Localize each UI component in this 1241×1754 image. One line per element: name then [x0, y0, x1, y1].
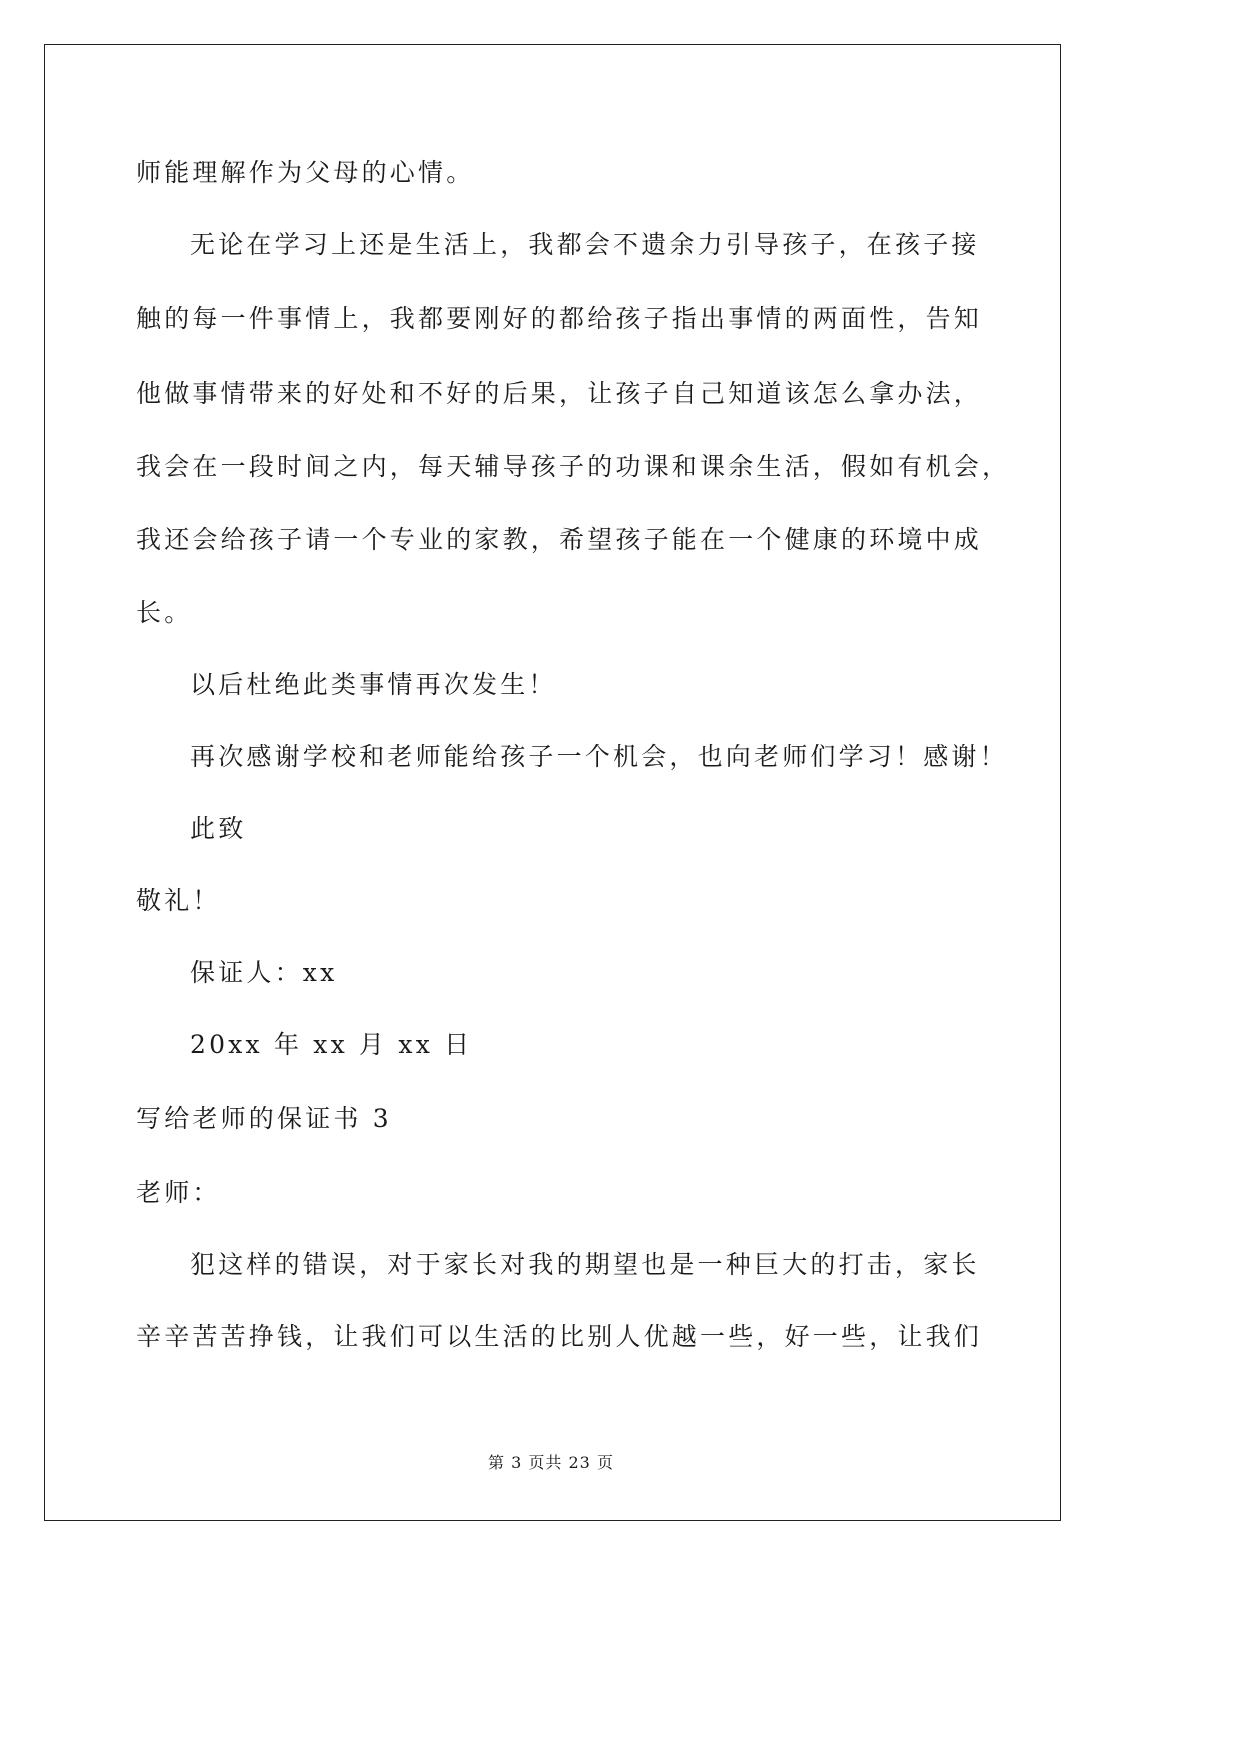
- text-line: 师能理解作为父母的心情。: [136, 158, 475, 187]
- text-line: 无论在学习上还是生活上，我都会不遗余力引导孩子，在孩子接: [190, 230, 980, 259]
- text-line: 以后杜绝此类事情再次发生！: [190, 670, 557, 699]
- text-line: 他做事情带来的好处和不好的后果，让孩子自己知道该怎么拿办法，: [136, 379, 983, 408]
- text-line: 触的每一件事情上，我都要刚好的都给孩子指出事情的两面性，告知: [136, 304, 983, 333]
- text-line: 我会在一段时间之内，每天辅导孩子的功课和课余生活，假如有机会，: [136, 452, 1011, 481]
- section-title: 写给老师的保证书 3: [136, 1104, 392, 1133]
- page-frame: [44, 44, 1061, 1521]
- page-footer: [0, 1453, 1102, 1473]
- text-line: 长。: [136, 598, 193, 627]
- text-line: 辛辛苦苦挣钱，让我们可以生活的比别人优越一些，好一些，让我们: [136, 1322, 983, 1351]
- salutation: 老师：: [136, 1178, 221, 1207]
- text-line: 此致: [190, 814, 247, 843]
- text-line: 敬礼！: [136, 886, 221, 915]
- text-line: 犯这样的错误，对于家长对我的期望也是一种巨大的打击，家长: [190, 1250, 980, 1279]
- page-number: 第 3 页: [488, 1453, 546, 1472]
- text-line: 保证人：xx: [190, 958, 338, 987]
- text-line: 我还会给孩子请一个专业的家教，希望孩子能在一个健康的环境中成: [136, 525, 983, 554]
- page-total: 共 23 页: [545, 1453, 614, 1472]
- text-line: 再次感谢学校和老师能给孩子一个机会，也向老师们学习！感谢！: [190, 742, 1008, 771]
- text-line: 20xx 年 xx 月 xx 日: [190, 1030, 473, 1059]
